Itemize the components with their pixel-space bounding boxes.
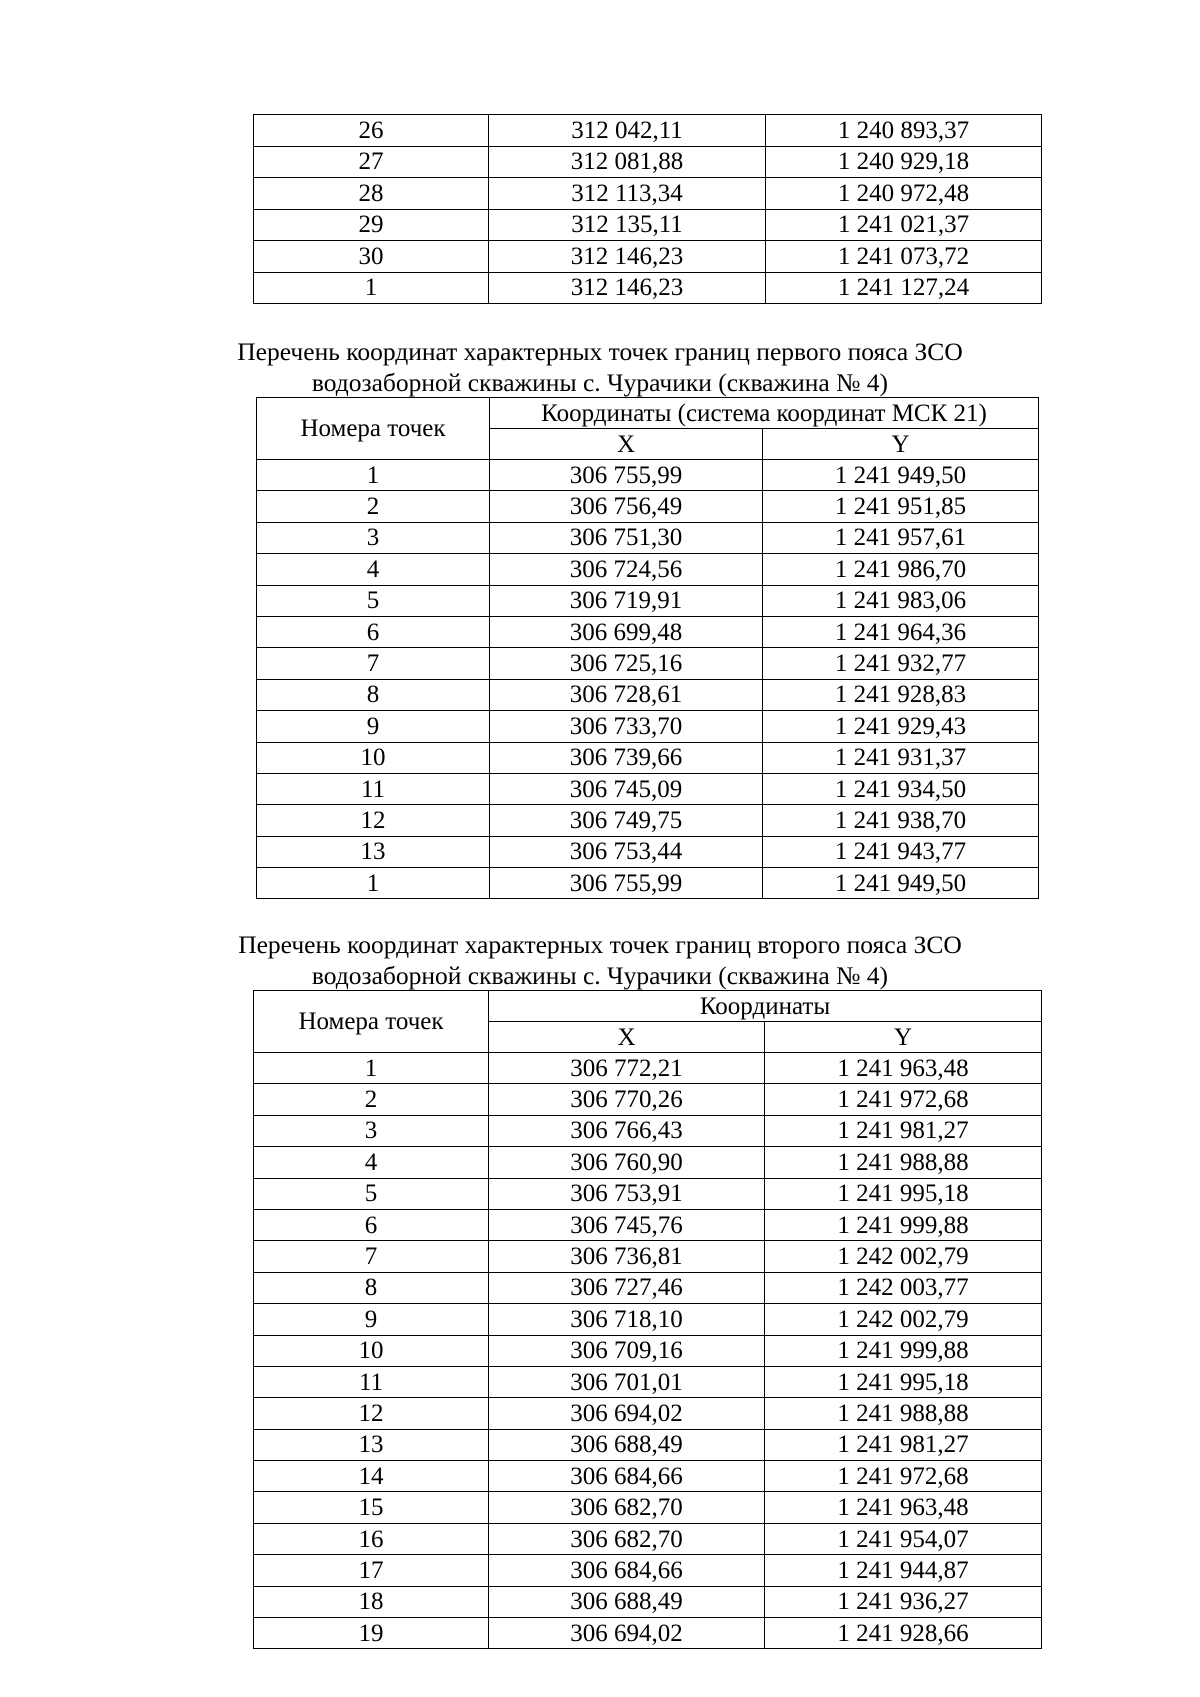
table-row [254, 1272, 1042, 1303]
point-number-cell: 16 [254, 1523, 489, 1554]
y-coordinate-cell: 1 242 003,77 [765, 1272, 1042, 1303]
y-coordinate-cell: 1 241 931,37 [763, 742, 1039, 773]
table-row [257, 648, 1039, 679]
x-coordinate-cell: 306 770,26 [489, 1084, 765, 1115]
second-zone-table-header [254, 991, 1042, 1053]
second-zone-caption-line1: Перечень координат характерных точек границ второго пояса ЗСО [238, 930, 962, 959]
table-row [257, 742, 1039, 773]
y-coordinate-cell: 1 242 002,79 [765, 1241, 1042, 1272]
point-number-cell: 11 [254, 1366, 489, 1397]
point-number-cell: 13 [254, 1429, 489, 1460]
table-row [254, 1461, 1042, 1492]
first-zone-table-body [257, 460, 1039, 899]
x-coordinate-cell: 306 699,48 [490, 616, 763, 647]
y-coordinate-cell: 1 241 954,07 [765, 1523, 1042, 1554]
x-coordinate-cell: 306 682,70 [489, 1492, 765, 1523]
x-coordinate-cell: 306 756,49 [490, 491, 763, 522]
x-coordinate-cell: 306 755,99 [490, 868, 763, 899]
point-number-cell: 6 [257, 616, 490, 647]
point-number-cell: 28 [254, 178, 489, 210]
y-coordinate-cell: 1 241 951,85 [763, 491, 1039, 522]
point-number-cell: 10 [254, 1335, 489, 1366]
x-coordinate-cell: 306 753,91 [489, 1178, 765, 1209]
point-number-cell: 11 [257, 773, 490, 804]
x-coordinate-cell: 306 753,44 [490, 836, 763, 867]
x-coordinate-cell: 306 724,56 [490, 554, 763, 585]
point-number-cell: 1 [257, 868, 490, 899]
x-coordinate-cell: 312 146,23 [489, 241, 766, 273]
y-coordinate-cell: 1 241 949,50 [763, 868, 1039, 899]
point-number-cell: 3 [254, 1115, 489, 1146]
first-zone-caption-line2: водозаборной скважины с. Чурачики (скважина № 4) [311, 368, 889, 397]
x-coordinate-cell: 306 718,10 [489, 1304, 765, 1335]
point-number-cell: 9 [257, 711, 490, 742]
point-number-cell: 7 [254, 1241, 489, 1272]
table-row [257, 585, 1039, 616]
x-coordinate-cell: 312 146,23 [489, 272, 766, 304]
table-row [257, 679, 1039, 710]
table-row [254, 1115, 1042, 1146]
x-coordinate-cell: 306 684,66 [489, 1555, 765, 1586]
x-coordinate-cell: 306 688,49 [489, 1586, 765, 1617]
table-row [254, 146, 1042, 178]
x-coordinate-cell: 306 709,16 [489, 1335, 765, 1366]
x-coordinate-cell: 306 739,66 [490, 742, 763, 773]
continuation-table-body [254, 115, 1042, 304]
continuation-coordinates-table [253, 114, 1042, 304]
table-row [254, 272, 1042, 304]
point-number-cell: 19 [254, 1618, 489, 1649]
x-coordinate-cell: 306 719,91 [490, 585, 763, 616]
table-row [254, 1335, 1042, 1366]
y-coordinate-cell: 1 241 986,70 [763, 554, 1039, 585]
y-coordinate-cell: 1 241 127,24 [766, 272, 1042, 304]
point-number-cell: 1 [257, 460, 490, 491]
table-row [257, 773, 1039, 804]
y-coordinate-cell: 1 240 893,37 [766, 115, 1042, 147]
y-coordinate-cell: 1 241 972,68 [765, 1461, 1042, 1492]
x-coordinate-cell: 306 728,61 [490, 679, 763, 710]
x-coordinate-cell: 306 749,75 [490, 805, 763, 836]
y-coordinate-cell: 1 241 944,87 [765, 1555, 1042, 1586]
x-coordinate-cell: 306 725,16 [490, 648, 763, 679]
x-coordinate-cell: 306 727,46 [489, 1272, 765, 1303]
first-zone-table-header [257, 398, 1039, 460]
second-zone-caption [160, 929, 1040, 991]
x-coordinate-cell: 306 755,99 [490, 460, 763, 491]
first-zone-coordinates-table [256, 397, 1039, 899]
point-number-cell: 26 [254, 115, 489, 147]
x-coordinate-cell: 306 745,76 [489, 1209, 765, 1240]
x-coordinate-cell: 306 751,30 [490, 522, 763, 553]
point-number-cell: 4 [254, 1147, 489, 1178]
y-coordinate-cell: 1 241 981,27 [765, 1115, 1042, 1146]
x-coordinate-cell: 306 760,90 [489, 1147, 765, 1178]
point-number-cell: 1 [254, 1053, 489, 1084]
y-coordinate-cell: 1 241 983,06 [763, 585, 1039, 616]
first-zone-caption-line1: Перечень координат характерных точек границ первого пояса ЗСО [237, 337, 963, 366]
header-x: X [490, 429, 763, 460]
table-row [254, 1209, 1042, 1240]
table-row [254, 1523, 1042, 1554]
point-number-cell: 8 [254, 1272, 489, 1303]
y-coordinate-cell: 1 241 963,48 [765, 1492, 1042, 1523]
point-number-cell: 9 [254, 1304, 489, 1335]
point-number-cell: 13 [257, 836, 490, 867]
table-row [254, 1178, 1042, 1209]
x-coordinate-cell: 306 701,01 [489, 1366, 765, 1397]
y-coordinate-cell: 1 241 928,66 [765, 1618, 1042, 1649]
point-number-cell: 27 [254, 146, 489, 178]
point-number-cell: 29 [254, 209, 489, 241]
second-zone-coordinates-table [253, 990, 1042, 1649]
table-row [254, 1618, 1042, 1649]
y-coordinate-cell: 1 241 928,83 [763, 679, 1039, 710]
first-zone-caption [160, 336, 1040, 398]
y-coordinate-cell: 1 240 929,18 [766, 146, 1042, 178]
y-coordinate-cell: 1 241 972,68 [765, 1084, 1042, 1115]
y-coordinate-cell: 1 241 936,27 [765, 1586, 1042, 1617]
table-row [254, 178, 1042, 210]
point-number-cell: 30 [254, 241, 489, 273]
point-number-cell: 5 [254, 1178, 489, 1209]
x-coordinate-cell: 312 113,34 [489, 178, 766, 210]
point-number-cell: 6 [254, 1209, 489, 1240]
y-coordinate-cell: 1 242 002,79 [765, 1304, 1042, 1335]
point-number-cell: 15 [254, 1492, 489, 1523]
table-row [254, 1555, 1042, 1586]
y-coordinate-cell: 1 241 981,27 [765, 1429, 1042, 1460]
y-coordinate-cell: 1 241 957,61 [763, 522, 1039, 553]
x-coordinate-cell: 306 682,70 [489, 1523, 765, 1554]
point-number-cell: 3 [257, 522, 490, 553]
y-coordinate-cell: 1 241 949,50 [763, 460, 1039, 491]
table-row [254, 241, 1042, 273]
table-row [254, 1084, 1042, 1115]
table-row [254, 1147, 1042, 1178]
y-coordinate-cell: 1 241 938,70 [763, 805, 1039, 836]
y-coordinate-cell: 1 241 021,37 [766, 209, 1042, 241]
x-coordinate-cell: 312 081,88 [489, 146, 766, 178]
table-row [254, 1586, 1042, 1617]
x-coordinate-cell: 312 135,11 [489, 209, 766, 241]
point-number-cell: 12 [257, 805, 490, 836]
table-row [254, 1492, 1042, 1523]
point-number-cell: 14 [254, 1461, 489, 1492]
point-number-cell: 2 [257, 491, 490, 522]
point-number-cell: 4 [257, 554, 490, 585]
header-point-numbers: Номера точек [257, 398, 490, 460]
y-coordinate-cell: 1 240 972,48 [766, 178, 1042, 210]
second-zone-table-body [254, 1053, 1042, 1649]
y-coordinate-cell: 1 241 988,88 [765, 1147, 1042, 1178]
table-row [254, 1241, 1042, 1272]
point-number-cell: 7 [257, 648, 490, 679]
y-coordinate-cell: 1 241 943,77 [763, 836, 1039, 867]
table-row [257, 616, 1039, 647]
table-row [257, 522, 1039, 553]
table-row [254, 1398, 1042, 1429]
table-row [254, 209, 1042, 241]
y-coordinate-cell: 1 241 999,88 [765, 1335, 1042, 1366]
y-coordinate-cell: 1 241 964,36 [763, 616, 1039, 647]
x-coordinate-cell: 306 772,21 [489, 1053, 765, 1084]
x-coordinate-cell: 306 684,66 [489, 1461, 765, 1492]
point-number-cell: 17 [254, 1555, 489, 1586]
x-coordinate-cell: 306 736,81 [489, 1241, 765, 1272]
table-row [254, 1053, 1042, 1084]
y-coordinate-cell: 1 241 963,48 [765, 1053, 1042, 1084]
y-coordinate-cell: 1 241 934,50 [763, 773, 1039, 804]
y-coordinate-cell: 1 241 932,77 [763, 648, 1039, 679]
header-y: Y [765, 1022, 1042, 1053]
table-row [257, 711, 1039, 742]
table-row [257, 836, 1039, 867]
y-coordinate-cell: 1 241 999,88 [765, 1209, 1042, 1240]
table-row [257, 868, 1039, 899]
table-row [257, 805, 1039, 836]
table-row [254, 1304, 1042, 1335]
table-row [254, 115, 1042, 147]
y-coordinate-cell: 1 241 995,18 [765, 1178, 1042, 1209]
x-coordinate-cell: 306 694,02 [489, 1618, 765, 1649]
table-row [257, 460, 1039, 491]
x-coordinate-cell: 306 688,49 [489, 1429, 765, 1460]
header-coordinates: Координаты (система координат МСК 21) [490, 398, 1039, 429]
point-number-cell: 12 [254, 1398, 489, 1429]
table-row [254, 1429, 1042, 1460]
point-number-cell: 2 [254, 1084, 489, 1115]
y-coordinate-cell: 1 241 995,18 [765, 1366, 1042, 1397]
y-coordinate-cell: 1 241 073,72 [766, 241, 1042, 273]
point-number-cell: 8 [257, 679, 490, 710]
x-coordinate-cell: 306 694,02 [489, 1398, 765, 1429]
point-number-cell: 1 [254, 272, 489, 304]
x-coordinate-cell: 306 733,70 [490, 711, 763, 742]
second-zone-caption-line2: водозаборной скважины с. Чурачики (скважина № 4) [311, 961, 889, 990]
y-coordinate-cell: 1 241 929,43 [763, 711, 1039, 742]
header-x: X [489, 1022, 765, 1053]
table-row [254, 1366, 1042, 1397]
x-coordinate-cell: 312 042,11 [489, 115, 766, 147]
point-number-cell: 5 [257, 585, 490, 616]
y-coordinate-cell: 1 241 988,88 [765, 1398, 1042, 1429]
point-number-cell: 18 [254, 1586, 489, 1617]
table-row [257, 554, 1039, 585]
header-y: Y [763, 429, 1039, 460]
x-coordinate-cell: 306 745,09 [490, 773, 763, 804]
point-number-cell: 10 [257, 742, 490, 773]
header-point-numbers: Номера точек [254, 991, 489, 1053]
header-coordinates: Координаты [489, 991, 1042, 1022]
table-row [257, 491, 1039, 522]
x-coordinate-cell: 306 766,43 [489, 1115, 765, 1146]
